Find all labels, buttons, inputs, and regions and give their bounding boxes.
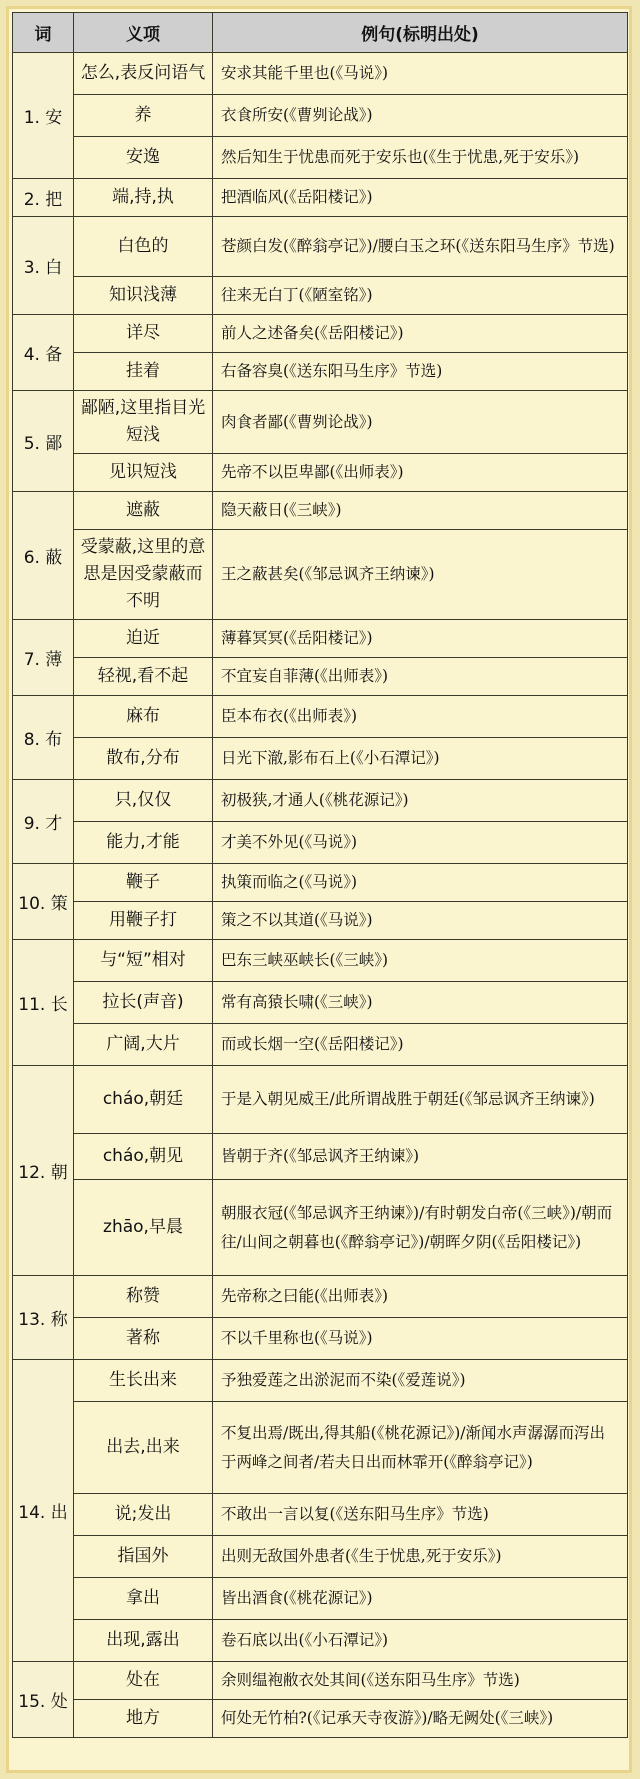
table-row (13, 1180, 628, 1276)
meaning-cell: 只,仅仅 (74, 780, 213, 822)
meaning-cell: 拉长(声音) (74, 982, 213, 1024)
vocabulary-table (12, 12, 628, 1738)
example-cell: 出则无敌国外患者(《生于忧患,死于安乐》) (213, 1536, 628, 1578)
meaning-cell: 广阔,大片 (74, 1024, 213, 1066)
header-meaning: 义项 (74, 13, 213, 53)
example-cell: 不复出焉/既出,得其船(《桃花源记》)/渐闻水声潺潺而泻出于两峰之间者/若夫日出而林霏开(《醉翁亭记》) (213, 1402, 628, 1494)
table-row (13, 1402, 628, 1494)
meaning-cell: 散布,分布 (74, 738, 213, 780)
word-cell: 9. 才 (13, 780, 74, 864)
table-row (13, 277, 628, 315)
meaning-cell: 出去,出来 (74, 1402, 213, 1494)
meaning-cell: 麻布 (74, 696, 213, 738)
table-row (13, 1276, 628, 1318)
table-header-row (13, 13, 628, 53)
meaning-cell: 鄙陋,这里指目光短浅 (74, 391, 213, 454)
table-row (13, 658, 628, 696)
meaning-cell: 遮蔽 (74, 492, 213, 530)
table-row (13, 1134, 628, 1180)
header-word: 词 (13, 13, 74, 53)
table-row (13, 95, 628, 137)
example-cell: 臣本布衣(《出师表》) (213, 696, 628, 738)
example-cell: 执策而临之(《马说》) (213, 864, 628, 902)
table-row (13, 1700, 628, 1738)
table-row (13, 217, 628, 277)
table-row (13, 940, 628, 982)
example-cell: 衣食所安(《曹刿论战》) (213, 95, 628, 137)
table-row (13, 1066, 628, 1134)
example-cell: 卷石底以出(《小石潭记》) (213, 1620, 628, 1662)
example-cell: 日光下澈,影布石上(《小石潭记》) (213, 738, 628, 780)
meaning-cell: 出现,露出 (74, 1620, 213, 1662)
meaning-cell: 处在 (74, 1662, 213, 1700)
word-cell: 10. 策 (13, 864, 74, 940)
word-cell: 14. 出 (13, 1360, 74, 1662)
example-cell: 常有高猿长啸(《三峡》) (213, 982, 628, 1024)
meaning-cell: 用鞭子打 (74, 902, 213, 940)
word-cell: 13. 称 (13, 1276, 74, 1360)
example-cell: 王之蔽甚矣(《邹忌讽齐王纳谏》) (213, 530, 628, 620)
table-row (13, 353, 628, 391)
example-cell: 皆朝于齐(《邹忌讽齐王纳谏》) (213, 1134, 628, 1180)
meaning-cell: 生长出来 (74, 1360, 213, 1402)
example-cell: 于是入朝见威王/此所谓战胜于朝廷(《邹忌讽齐王纳谏》) (213, 1066, 628, 1134)
example-cell: 然后知生于忧患而死于安乐也(《生于忧患,死于安乐》) (213, 137, 628, 179)
table-row (13, 620, 628, 658)
example-cell: 肉食者鄙(《曹刿论战》) (213, 391, 628, 454)
word-cell: 4. 备 (13, 315, 74, 391)
table-row (13, 492, 628, 530)
meaning-cell: 指国外 (74, 1536, 213, 1578)
meaning-cell: cháo,朝见 (74, 1134, 213, 1180)
header-example: 例句(标明出处) (213, 13, 628, 53)
table-row (13, 530, 628, 620)
meaning-cell: 受蒙蔽,这里的意思是因受蒙蔽而不明 (74, 530, 213, 620)
example-cell: 巴东三峡巫峡长(《三峡》) (213, 940, 628, 982)
example-cell: 余则缊袍敝衣处其间(《送东阳马生序》节选) (213, 1662, 628, 1700)
example-cell: 把酒临风(《岳阳楼记》) (213, 179, 628, 217)
table-row (13, 902, 628, 940)
table-row (13, 738, 628, 780)
example-cell: 安求其能千里也(《马说》) (213, 53, 628, 95)
example-cell: 前人之述备矣(《岳阳楼记》) (213, 315, 628, 353)
word-cell: 3. 白 (13, 217, 74, 315)
example-cell: 予独爱莲之出淤泥而不染(《爱莲说》) (213, 1360, 628, 1402)
example-cell: 策之不以其道(《马说》) (213, 902, 628, 940)
example-cell: 往来无白丁(《陋室铭》) (213, 277, 628, 315)
meaning-cell: 白色的 (74, 217, 213, 277)
table-row (13, 822, 628, 864)
meaning-cell: 能力,才能 (74, 822, 213, 864)
example-cell: 不以千里称也(《马说》) (213, 1318, 628, 1360)
meaning-cell: 迫近 (74, 620, 213, 658)
example-cell: 隐天蔽日(《三峡》) (213, 492, 628, 530)
example-cell: 不敢出一言以复(《送东阳马生序》节选) (213, 1494, 628, 1536)
table-row (13, 454, 628, 492)
meaning-cell: 轻视,看不起 (74, 658, 213, 696)
example-cell: 薄暮冥冥(《岳阳楼记》) (213, 620, 628, 658)
meaning-cell: 详尽 (74, 315, 213, 353)
example-cell: 朝服衣冠(《邹忌讽齐王纳谏》)/有时朝发白帝(《三峡》)/朝而往/山间之朝暮也(《醉翁亭记》)/朝晖夕阴(《岳阳楼记》) (213, 1180, 628, 1276)
table-row (13, 982, 628, 1024)
example-cell: 皆出酒食(《桃花源记》) (213, 1578, 628, 1620)
example-cell: 苍颜白发(《醉翁亭记》)/腰白玉之环(《送东阳马生序》节选) (213, 217, 628, 277)
table-row (13, 1620, 628, 1662)
word-cell: 5. 鄙 (13, 391, 74, 492)
table-row (13, 1318, 628, 1360)
table-row (13, 696, 628, 738)
meaning-cell: 地方 (74, 1700, 213, 1738)
meaning-cell: 与“短”相对 (74, 940, 213, 982)
table-row (13, 315, 628, 353)
word-cell: 12. 朝 (13, 1066, 74, 1276)
meaning-cell: 怎么,表反问语气 (74, 53, 213, 95)
meaning-cell: 知识浅薄 (74, 277, 213, 315)
word-cell: 11. 长 (13, 940, 74, 1066)
example-cell: 右备容臭(《送东阳马生序》节选) (213, 353, 628, 391)
table-row (13, 137, 628, 179)
meaning-cell: 养 (74, 95, 213, 137)
meaning-cell: 著称 (74, 1318, 213, 1360)
table-row (13, 1662, 628, 1700)
table-row (13, 391, 628, 454)
table-row (13, 179, 628, 217)
meaning-cell: zhāo,早晨 (74, 1180, 213, 1276)
word-cell: 2. 把 (13, 179, 74, 217)
table-row (13, 1578, 628, 1620)
meaning-cell: 见识短浅 (74, 454, 213, 492)
example-cell: 初极狭,才通人(《桃花源记》) (213, 780, 628, 822)
word-cell: 6. 蔽 (13, 492, 74, 620)
table-row (13, 1360, 628, 1402)
meaning-cell: 说;发出 (74, 1494, 213, 1536)
meaning-cell: 称赞 (74, 1276, 213, 1318)
example-cell: 先帝不以臣卑鄙(《出师表》) (213, 454, 628, 492)
table-row (13, 1024, 628, 1066)
meaning-cell: 端,持,执 (74, 179, 213, 217)
example-cell: 何处无竹柏?(《记承天寺夜游》)/略无阙处(《三峡》) (213, 1700, 628, 1738)
word-cell: 8. 布 (13, 696, 74, 780)
meaning-cell: 安逸 (74, 137, 213, 179)
example-cell: 先帝称之曰能(《出师表》) (213, 1276, 628, 1318)
word-cell: 1. 安 (13, 53, 74, 179)
example-cell: 才美不外见(《马说》) (213, 822, 628, 864)
meaning-cell: cháo,朝廷 (74, 1066, 213, 1134)
table-row (13, 864, 628, 902)
example-cell: 而或长烟一空(《岳阳楼记》) (213, 1024, 628, 1066)
table-row (13, 1494, 628, 1536)
example-cell: 不宜妄自菲薄(《出师表》) (213, 658, 628, 696)
word-cell: 7. 薄 (13, 620, 74, 696)
meaning-cell: 鞭子 (74, 864, 213, 902)
meaning-cell: 拿出 (74, 1578, 213, 1620)
word-cell: 15. 处 (13, 1662, 74, 1738)
table-row (13, 1536, 628, 1578)
table-row (13, 780, 628, 822)
meaning-cell: 挂着 (74, 353, 213, 391)
table-body (13, 53, 628, 1738)
table-row (13, 53, 628, 95)
